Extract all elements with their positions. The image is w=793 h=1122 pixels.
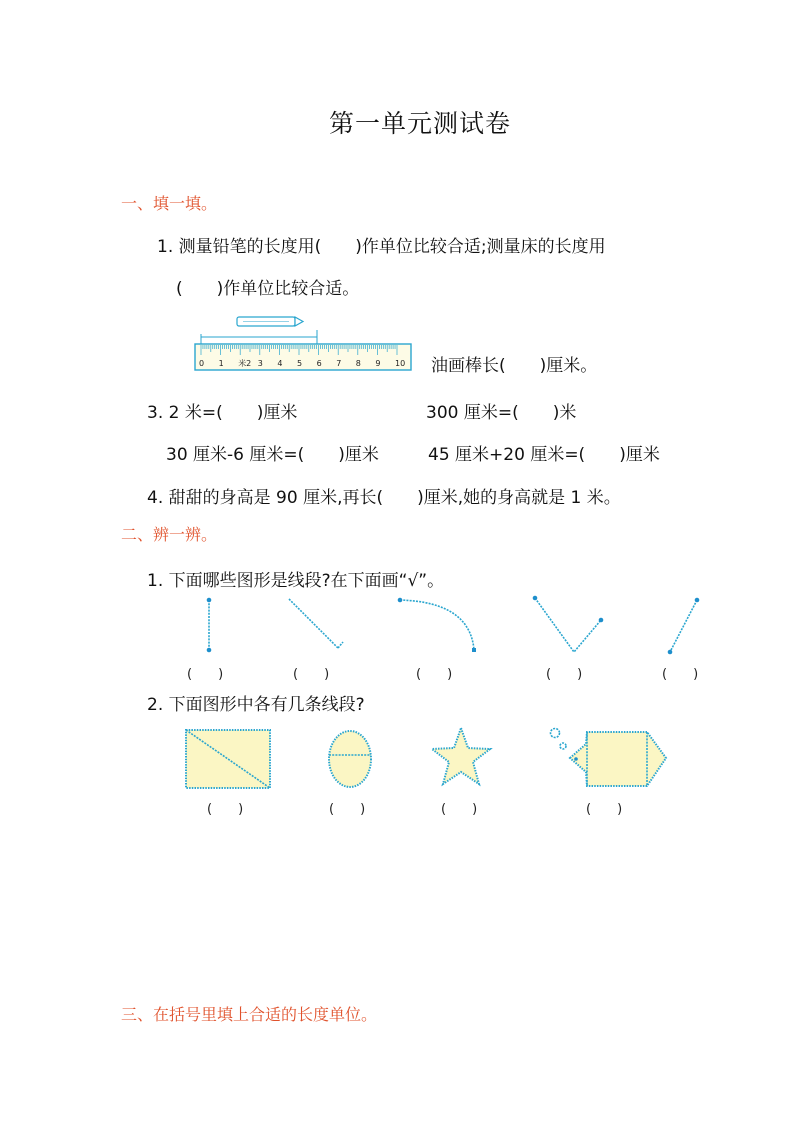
ruler-label: 6 <box>316 359 322 368</box>
answer-paren-4[interactable]: ( ) <box>546 667 583 682</box>
answer-paren-8[interactable]: ( ) <box>441 802 478 817</box>
figure-rectangle-with-diagonal <box>186 730 270 788</box>
answer-paren-9[interactable]: ( ) <box>586 802 623 817</box>
judge-question-1: 1. 下面哪些图形是线段?在下面画“√”。 <box>147 571 445 591</box>
ruler-label: 8 <box>355 359 361 368</box>
figure-ellipse-with-chord <box>329 731 371 787</box>
section-1-heading: 一、填一填。 <box>121 194 218 213</box>
answer-paren-3[interactable]: ( ) <box>416 667 453 682</box>
question-3-d: 45 厘米+20 厘米=( )厘米 <box>428 445 660 465</box>
ruler-label: 5 <box>297 359 303 368</box>
ruler-label: 9 <box>375 359 381 368</box>
judge-question-2: 2. 下面图形中各有几条线段? <box>147 695 365 715</box>
crayon-icon <box>237 317 303 326</box>
answer-paren-2[interactable]: ( ) <box>293 667 330 682</box>
ruler-label: 4 <box>277 359 283 368</box>
answer-paren-1[interactable]: ( ) <box>187 667 224 682</box>
question-3-b: 300 厘米=( )米 <box>426 403 577 423</box>
ruler-label: 10 <box>395 359 406 368</box>
ruler-crayon-figure <box>193 312 415 374</box>
section-3-heading: 三、在括号里填上合适的长度单位。 <box>121 1005 378 1024</box>
page-title: 第一单元测试卷 <box>329 109 512 138</box>
figure-curve <box>398 598 476 652</box>
ruler-label: 0 <box>199 359 205 368</box>
question-3-c: 30 厘米-6 厘米=( )厘米 <box>166 445 379 465</box>
answer-paren-6[interactable]: ( ) <box>207 802 244 817</box>
question-1-line-2: ( )作单位比较合适。 <box>176 279 360 299</box>
figure-vertical-segment <box>207 598 212 653</box>
ruler-label: 3 <box>257 359 263 368</box>
ruler-label: 1 <box>218 359 224 368</box>
question-1-line-1: 1. 测量铅笔的长度用( )作单位比较合适;测量床的长度用 <box>157 237 606 257</box>
answer-paren-5[interactable]: ( ) <box>662 667 699 682</box>
shape-figures <box>180 722 680 794</box>
ruler-label: 7 <box>336 359 342 368</box>
section-2-heading: 二、辨一辨。 <box>121 525 218 544</box>
answer-paren-7[interactable]: ( ) <box>329 802 366 817</box>
question-4: 4. 甜甜的身高是 90 厘米,再长( )厘米,她的身高就是 1 米。 <box>147 488 621 508</box>
figure-star <box>432 728 490 784</box>
figure-ray <box>289 599 343 648</box>
figure-fish <box>551 729 667 787</box>
question-3-a: 3. 2 米=( )厘米 <box>147 403 298 423</box>
ruler-label: 米2 <box>238 359 252 368</box>
line-figures <box>180 590 720 660</box>
figure-slanted-segment <box>668 598 700 655</box>
figure-angle <box>533 596 604 652</box>
question-2-text: 油画棒长( )厘米。 <box>431 356 598 376</box>
